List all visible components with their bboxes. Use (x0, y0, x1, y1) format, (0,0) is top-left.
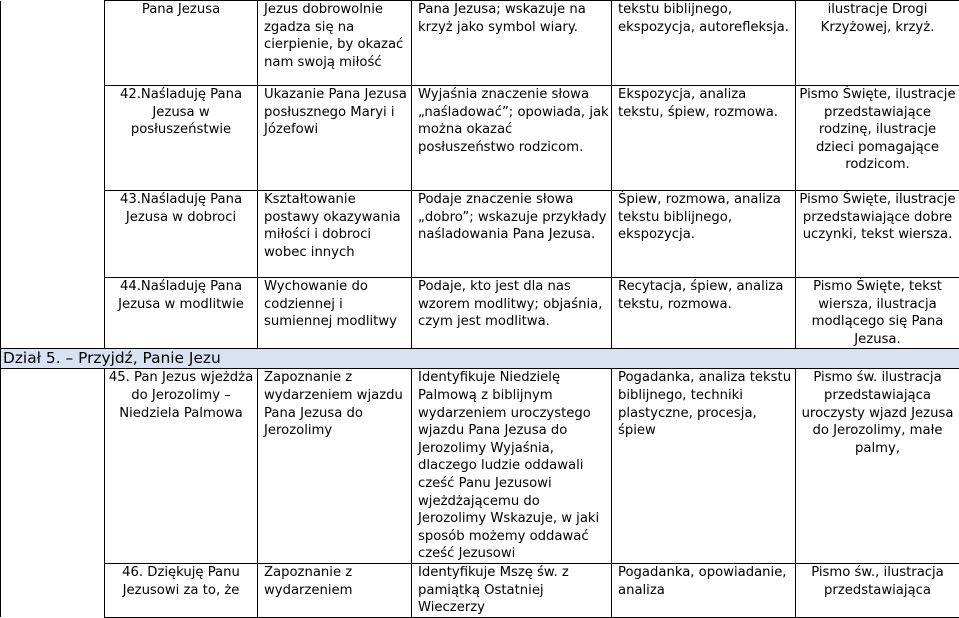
table-row (1, 86, 959, 191)
row-spacer (1, 86, 105, 191)
row-spacer (1, 369, 105, 564)
row-spacer (1, 191, 105, 278)
topic-cell: Pana Jezusa (105, 1, 258, 86)
section-header-row (1, 349, 959, 369)
row-spacer (1, 1, 105, 86)
goal-cell: Ukazanie Pana Jezusa posłusznego Maryi i Józefowi (258, 86, 412, 191)
outcomes-cell: Podaje, kto jest dla nas wzorem modlitwy; objaśnia, czym jest modlitwa. (412, 278, 612, 349)
outcomes-cell: Wyjaśnia znaczenie słowa „naśladować”; opowiada, jak można okazać posłuszeństwo rodzicom. (412, 86, 612, 191)
goal-cell: Zapoznanie z wydarzeniem wjazdu Pana Jezusa do Jerozolimy (258, 369, 412, 564)
section-title: Dział 5. – Przyjdź, Panie Jezu (1, 349, 959, 369)
outcomes-cell: Pana Jezusa; wskazuje na krzyż jako symbol wiary. (412, 1, 612, 86)
aids-cell: Pismo Święte, tekst wiersza, ilustracja modlącego się Pana Jezusa. (796, 278, 959, 349)
methods-cell: tekstu biblijnego, ekspozycja, autorefleksja. (612, 1, 796, 86)
goal-cell: Zapoznanie z wydarzeniem (258, 563, 412, 617)
outcomes-cell: Podaje znaczenie słowa „dobro”; wskazuje przykłady naśladowania Pana Jezusa. (412, 191, 612, 278)
table-row (1, 278, 959, 349)
methods-cell: Recytacja, śpiew, analiza tekstu, rozmowa. (612, 278, 796, 349)
methods-cell: Pogadanka, analiza tekstu biblijnego, techniki plastyczne, procesja, śpiew (612, 369, 796, 564)
topic-cell: 43.Naśladuję Pana Jezusa w dobroci (105, 191, 258, 278)
topic-cell: 45. Pan Jezus wjeżdża do Jerozolimy – Niedziela Palmowa (105, 369, 258, 564)
goal-cell: Kształtowanie postawy okazywania miłości i dobroci wobec innych (258, 191, 412, 278)
row-spacer (1, 563, 105, 617)
methods-cell: Śpiew, rozmowa, analiza tekstu biblijnego, ekspozycja. (612, 191, 796, 278)
outcomes-cell: Identyfikuje Niedzielę Palmową z biblijnym wydarzeniem uroczystego wjazdu Pana Jezusa do Jerozolimy Wyjaśnia, dlaczego ludzie oddawali cześć Panu Jezusowi wjeżdżającemu do Jerozolimy Wskazuje, w jaki sposób możemy oddawać cześć Jezusowi (412, 369, 612, 564)
goal-cell: Jezus dobrowolnie zgadza się na cierpienie, by okazać nam swoją miłość (258, 1, 412, 86)
aids-cell: Pismo Święte, ilustracje przedstawiające rodzinę, ilustracje dzieci pomagające rodzicom. (796, 86, 959, 191)
aids-cell: ilustracje Drogi Krzyżowej, krzyż. (796, 1, 959, 86)
aids-cell: Pismo Święte, ilustracje przedstawiające dobre uczynki, tekst wiersza. (796, 191, 959, 278)
goal-cell: Wychowanie do codziennej i sumiennej modlitwy (258, 278, 412, 349)
table-row (1, 563, 959, 617)
topic-cell: 46. Dziękuję Panu Jezusowi za to, że (105, 563, 258, 617)
methods-cell: Pogadanka, opowiadanie, analiza (612, 563, 796, 617)
table-row (1, 369, 959, 564)
row-spacer (1, 278, 105, 349)
methods-cell: Ekspozycja, analiza tekstu, śpiew, rozmowa. (612, 86, 796, 191)
topic-cell: 44.Naśladuję Pana Jezusa w modlitwie (105, 278, 258, 349)
table-row (1, 191, 959, 278)
aids-cell: Pismo św. ilustracja przedstawiająca uroczysty wjazd Jezusa do Jerozolimy, małe palmy, (796, 369, 959, 564)
topic-cell: 42.Naśladuję Pana Jezusa w posłuszeństwie (105, 86, 258, 191)
table-row (1, 1, 959, 86)
aids-cell: Pismo św., ilustracja przedstawiająca (796, 563, 959, 617)
outcomes-cell: Identyfikuje Mszę św. z pamiątką Ostatniej Wieczerzy (412, 563, 612, 617)
